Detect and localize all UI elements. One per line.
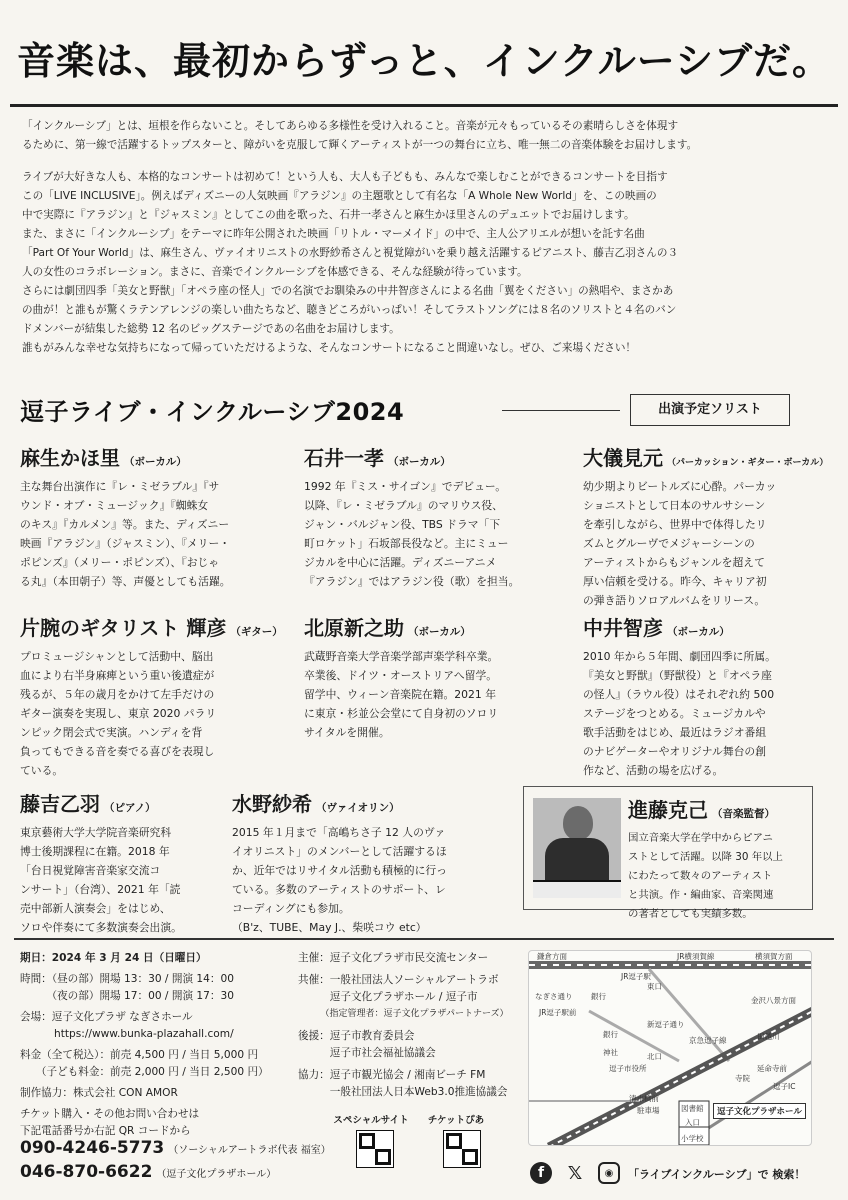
- bio-line: 町ロケット」石坂部長役など。主にミュー: [304, 537, 509, 550]
- bio-line: ジャン・バルジャン役、TBS ドラマ「下: [304, 518, 501, 531]
- map-label: 延命寺前: [757, 1064, 787, 1073]
- map-label: 入口: [685, 1118, 700, 1127]
- bio-line: 東京藝術大学大学院音楽研究科: [20, 826, 172, 839]
- artist-bio: [304, 647, 559, 742]
- phone-1[interactable]: [20, 1138, 331, 1158]
- artist-teruhiko: [20, 612, 285, 780]
- bio-line: アーティストからもジャンルを超えて: [583, 556, 765, 569]
- artist-role: （ボーカル）: [667, 626, 730, 638]
- cooperation: 協力：逗子市観光協会 / 湘南ビーチ FM: [298, 1069, 486, 1081]
- bio-line: プロミュージシャンとして活動中、脳出: [20, 650, 214, 663]
- bio-line: ステージをつとめる。ミュージカルや: [583, 707, 766, 720]
- bio-line: 留学中、ウィーン音楽院在籍。2021 年: [304, 688, 496, 701]
- event-venue: 会場：逗子文化プラザ なぎさホール: [20, 1011, 193, 1023]
- production: 制作協力：株式会社 CON AMOR: [20, 1087, 178, 1099]
- intro-line: の曲が！と誰もが驚くラテンアレンジの楽しい曲たちなど、聴きどころがいっぱい！そしてラストソングには８名のソリストと４名のバン: [22, 304, 677, 316]
- special-site-qr[interactable]: [356, 1130, 394, 1168]
- artist-name: 大儀見元: [583, 446, 663, 470]
- artist-mizuno: [232, 788, 517, 937]
- support: 逗子市社会福祉協議会: [298, 1047, 436, 1059]
- bio-line: ソロや伴奏にて多数演奏会出演。: [20, 921, 182, 934]
- access-map: [528, 950, 812, 1146]
- map-label: 銀行: [603, 1030, 618, 1039]
- artist-shindo: [628, 794, 812, 924]
- bio-line: にわたって数々のアーティスト: [628, 870, 773, 882]
- map-label: 清水橋前: [629, 1094, 659, 1103]
- bio-line: と共演。作・編曲家、音楽関連: [628, 889, 774, 901]
- artist-bio: [20, 647, 285, 780]
- bio-line: 武蔵野音楽大学音楽学部声楽学科卒業。: [304, 650, 499, 663]
- director-photo: [533, 798, 621, 898]
- bio-line: 売中部新人演奏会」をはじめ、: [20, 902, 171, 915]
- artist-bio: [20, 823, 225, 937]
- map-label: 逗子IC: [773, 1082, 796, 1091]
- artist-role: （音楽監督）: [712, 808, 775, 820]
- map-venue-label: 逗子文化プラザホール: [713, 1103, 806, 1119]
- bio-line: ショニストとして日本のサルサシーン: [583, 499, 766, 512]
- intro-line: 誰もがみんな幸せな気持ちになって帰っていただけるような、そんなコンサートになること間違いなし。ぜひ、ご来場ください！: [22, 342, 637, 354]
- bio-line: 血により右半身麻痺という重い後遺症が: [20, 669, 215, 682]
- bio-line: イオリニスト」のメンバーとして活躍するほ: [232, 845, 447, 858]
- photo-head: [563, 806, 593, 840]
- ticket-pia-qr[interactable]: [443, 1130, 481, 1168]
- artist-name: 水野紗希: [232, 792, 312, 816]
- artist-bio: [304, 477, 559, 591]
- intro-line: また、まさに「インクルーシブ」をテーマに昨年公開された映画「リトル・マーメイド」の中で、主人公アリエルが想いを託す名曲: [22, 228, 645, 240]
- artist-kitahara: [304, 612, 559, 742]
- event-info: [20, 950, 300, 1140]
- qr-label-special: スペシャルサイト: [333, 1115, 409, 1126]
- intro-line: この「LIVE INCLUSIVE」。例えばディズニーの人気映画『アラジン』の主題歌として有名な「A Whole New World」を、この映画の: [22, 190, 657, 202]
- headline: 音楽は、最初からずっと、インクルーシブだ。: [16, 39, 832, 83]
- map-label: JR横須賀線: [677, 952, 715, 961]
- artist-bio: [20, 477, 275, 591]
- intro-line: るために、第一線で活躍するトップスターと、障がいを克服して輝くアーティストが一つの舞台に立ち、唯一無二の音楽体験をお届けします。: [22, 139, 698, 151]
- bio-line: 映画『アラジン』（ジャスミン）、『メリー・: [20, 537, 231, 550]
- bio-line: る丸』（本田朝子）等、声優としても活躍。: [20, 575, 231, 588]
- bio-line: か、近年ではリサイタル活動も積極的に行っ: [232, 864, 447, 877]
- bio-line: ジカルを中心に活躍。ディズニーアニメ: [304, 556, 497, 569]
- artist-name: 麻生かほ里: [20, 446, 120, 470]
- artist-role: （ボーカル）: [388, 456, 451, 468]
- artist-name: 北原新之助: [304, 616, 404, 640]
- map-label: 神社: [603, 1048, 618, 1057]
- intro-line: さらには劇団四季「美女と野獣」「オペラ座の怪人」での名演でお馴染みの中井智彦さんによる名曲「翼をください」の熱唱や、まさかあ: [22, 285, 674, 297]
- bio-line: 負ってもできる音を奏でる喜びを表現し: [20, 745, 215, 758]
- event-price: 料金（全て税込）：前売 4,500 円 / 当日 5,000 円: [20, 1049, 259, 1061]
- soloist-label: 出演予定ソリスト: [630, 394, 790, 426]
- title-rule: [502, 410, 620, 411]
- map-label: 北口: [647, 1052, 662, 1061]
- artist-role: （ピアノ）: [104, 802, 156, 814]
- qr-label-pia: チケットぴあ: [427, 1115, 485, 1126]
- bio-line: 卒業後、ドイツ・オーストリアへ留学。: [304, 669, 498, 682]
- bottom-divider: [14, 938, 834, 940]
- artist-name: 中井智彦: [583, 616, 663, 640]
- bio-line: コーディングにも参加。: [232, 902, 350, 915]
- bio-line: ズムとグルーヴでメジャーシーンの: [583, 537, 755, 550]
- artist-role: （パーカッション・ギター・ボーカル）: [667, 458, 829, 468]
- map-label: 寺院: [735, 1074, 750, 1083]
- bio-line: のナビゲーターやオリジナル舞台の創: [583, 745, 767, 758]
- intro-line: 「インクルーシブ」とは、垣根を作らないこと。そしてあらゆる多様性を受け入れること。音楽が元々もっているその素晴らしさを体現す: [22, 120, 679, 132]
- host: 主催：逗子文化プラザ市民交流センター: [298, 952, 489, 964]
- bio-line: 『アラジン』ではアラジン役（歌）を担当。: [304, 575, 520, 588]
- bio-line: 以降、『レ・ミゼラブル』のマリウス役、: [304, 499, 503, 512]
- instagram-icon[interactable]: ◉: [598, 1162, 620, 1184]
- map-label: 京急逗子線: [689, 1036, 727, 1045]
- event-price-child: （子ども料金：前売 2,000 円 / 当日 2,500 円）: [20, 1066, 269, 1078]
- x-icon[interactable]: 𝕏: [567, 1162, 583, 1184]
- bio-line: 1992 年『ミス・サイゴン』でデビュー。: [304, 480, 507, 493]
- photo-keyboard: [533, 880, 621, 898]
- cohost: （指定管理者：逗子文化プラザパートナーズ）: [298, 1009, 509, 1019]
- bio-line: 「台日視覚障害音楽家交流コ: [20, 864, 161, 877]
- bio-line: ている。多数のアーティストのサポート、レ: [232, 883, 446, 896]
- map-label: 金沢八景方面: [751, 996, 796, 1005]
- intro-paragraph-1: [22, 117, 828, 155]
- bio-line: 国立音楽大学在学中からピアニ: [628, 832, 773, 844]
- artist-role: （ボーカル）: [124, 456, 187, 468]
- bio-line: の怪人』（ラウル役）はそれぞれ約 500: [583, 688, 775, 701]
- artist-bio: [232, 823, 517, 937]
- search-prompt: 「ライブインクルーシブ」で 検索！: [628, 1168, 806, 1181]
- artist-bio: [583, 477, 833, 610]
- artist-fujiyoshi: [20, 788, 225, 937]
- bio-line: ポピンズ』（メリー・ポピンズ）、『おじゃ: [20, 556, 220, 569]
- map-label: 横須賀方面: [755, 952, 793, 961]
- venue-url[interactable]: https://www.bunka-plazahall.com/: [54, 1028, 234, 1040]
- event-time-night: （夜の部）開場 17：00 / 開演 17：30: [20, 990, 234, 1002]
- intro-paragraph-2: [22, 168, 828, 358]
- artist-role: （ギター）: [230, 626, 283, 638]
- bio-line: を牽引しながら、世界中で体得したリ: [583, 518, 767, 531]
- support: 後援：逗子市教育委員会: [298, 1030, 415, 1042]
- phone-owner: （逗子文化プラザホール）: [156, 1169, 277, 1180]
- artist-name: 藤吉乙羽: [20, 792, 100, 816]
- bio-line: ている。: [20, 764, 64, 777]
- artist-ishii: [304, 442, 559, 591]
- ticket-note: チケット購入・その他お問い合わせは: [20, 1108, 200, 1120]
- bio-line: 2015 年１月まで「高嶋ちさ子 12 人のヴァ: [232, 826, 446, 839]
- map-label: 銀行: [591, 992, 606, 1001]
- intro-line: 中で実際に『アラジン』と『ジャスミン』としてこの曲を歌った、石井一孝さんと麻生かほ里さんのデュエットでお届けします。: [22, 209, 635, 221]
- bio-line: のキス』『カルメン』等。また、ディズニー: [20, 518, 230, 531]
- event-date: 期日：2024 年 3 月 24 日（日曜日）: [20, 952, 207, 964]
- bio-line: 博士後期課程に在籍。2018 年: [20, 845, 170, 858]
- event-time-day: 時間：（昼の部）開場 13：30 / 開演 14：00: [20, 973, 234, 985]
- map-label: JR逗子駅前: [539, 1008, 577, 1017]
- bio-line: ウンド・オブ・ミュージック』『蜘蛛女: [20, 499, 209, 512]
- map-label: 駐車場: [637, 1106, 660, 1115]
- bio-line: 主な舞台出演作に『レ・ミゼラブル』『サ: [20, 480, 220, 493]
- bio-line: ンピック閉会式で実演。ハンディを背: [20, 726, 203, 739]
- map-label: 小学校: [681, 1134, 704, 1143]
- bio-line: 残るが、５年の歳月をかけて左手だけの: [20, 688, 215, 701]
- map-label: 新逗子通り: [647, 1020, 685, 1029]
- artist-role: （ボーカル）: [408, 626, 471, 638]
- bio-line: の弾き語りソロアルバムをリリース。: [583, 594, 766, 607]
- map-label: なぎさ通り: [535, 992, 573, 1001]
- artist-nakai: [583, 612, 833, 780]
- bio-line: 作など、活動の場を広げる。: [583, 764, 724, 777]
- facebook-icon[interactable]: f: [530, 1162, 552, 1184]
- bio-line: 2010 年から５年間、劇団四季に所属。: [583, 650, 776, 663]
- bio-line: 幼少期よりビートルズに心酔。パーカッ: [583, 480, 777, 493]
- bio-line: ストとして活躍。以降 30 年以上: [628, 851, 783, 863]
- map-label: JR逗子駅: [621, 972, 651, 981]
- artist-aso: [20, 442, 275, 591]
- phone-number[interactable]: 046-870-6622: [20, 1162, 153, 1182]
- bio-line: サイタルを開催。: [304, 726, 390, 739]
- cohost: 共催：一般社団法人ソーシャルアートラボ: [298, 974, 499, 986]
- social-bar: [530, 1158, 820, 1188]
- artist-bio: [628, 829, 812, 924]
- map-label: 東口: [647, 982, 662, 991]
- ticket-note: 下記電話番号か右記 QR コードから: [20, 1125, 191, 1137]
- map-label: 逗子市役所: [609, 1064, 647, 1073]
- artist-name: 片腕のギタリスト 輝彦: [20, 616, 227, 640]
- intro-line: ドメンバーが結集した総勢 12 名のビッグステージであの名曲をお届けします。: [22, 323, 400, 335]
- artist-name: 進藤克己: [628, 798, 708, 822]
- intro-line: 「Part Of Your World」は、麻生さん、ヴァイオリニストの水野紗希さんと視覚障がいを乗り越え活躍するピアニスト、藤吉乙羽さんの３: [22, 247, 679, 259]
- map-label: 田越川: [757, 1032, 780, 1041]
- cohost: 逗子文化プラザホール / 逗子市: [298, 991, 478, 1003]
- phone-2[interactable]: [20, 1162, 276, 1182]
- bio-line: ンサート」（台湾）、2021 年「読: [20, 883, 181, 896]
- artist-ogimi: [583, 442, 833, 610]
- bio-line: 歌手活動をはじめ、最近はラジオ番組: [583, 726, 767, 739]
- artist-name: 石井一孝: [304, 446, 384, 470]
- bio-line: （B'z、TUBE、May J.、柴咲コウ etc）: [232, 921, 427, 934]
- cooperation: 一般社団法人日本Web3.0推進協議会: [298, 1086, 508, 1098]
- organizers: [298, 950, 528, 1101]
- bio-line: 『美女と野獣』（野獣役）と『オペラ座: [583, 669, 772, 682]
- phone-number[interactable]: 090-4246-5773: [20, 1138, 165, 1158]
- top-divider: [10, 104, 838, 107]
- bio-line: に東京・杉並公会堂にて自身初のソロリ: [304, 707, 499, 720]
- bio-line: ギター演奏を実現し、東京 2020 パラリ: [20, 707, 217, 720]
- event-title: 逗子ライブ・インクルーシブ2024: [20, 398, 405, 426]
- bio-line: の著者としても実績多数。: [628, 908, 753, 920]
- map-label: 図書館: [681, 1104, 704, 1113]
- map-label: 鎌倉方面: [537, 952, 567, 961]
- artist-role: （ヴァイオリン）: [316, 802, 400, 814]
- intro-line: ライブが大好きな人も、本格的なコンサートは初めて！という人も、大人も子どもも、みんなで楽しむことができるコンサートを目指す: [22, 171, 668, 183]
- phone-owner: （ソーシャルアートラボ代表 福室）: [168, 1145, 331, 1156]
- artist-bio: [583, 647, 833, 780]
- bio-line: 厚い信頼を受ける。昨今、キャリア初: [583, 575, 767, 588]
- intro-line: 人の女性のコラボレーション。まさに、音楽でインクルーシブを体感できる、そんな経験が待っています。: [22, 266, 528, 278]
